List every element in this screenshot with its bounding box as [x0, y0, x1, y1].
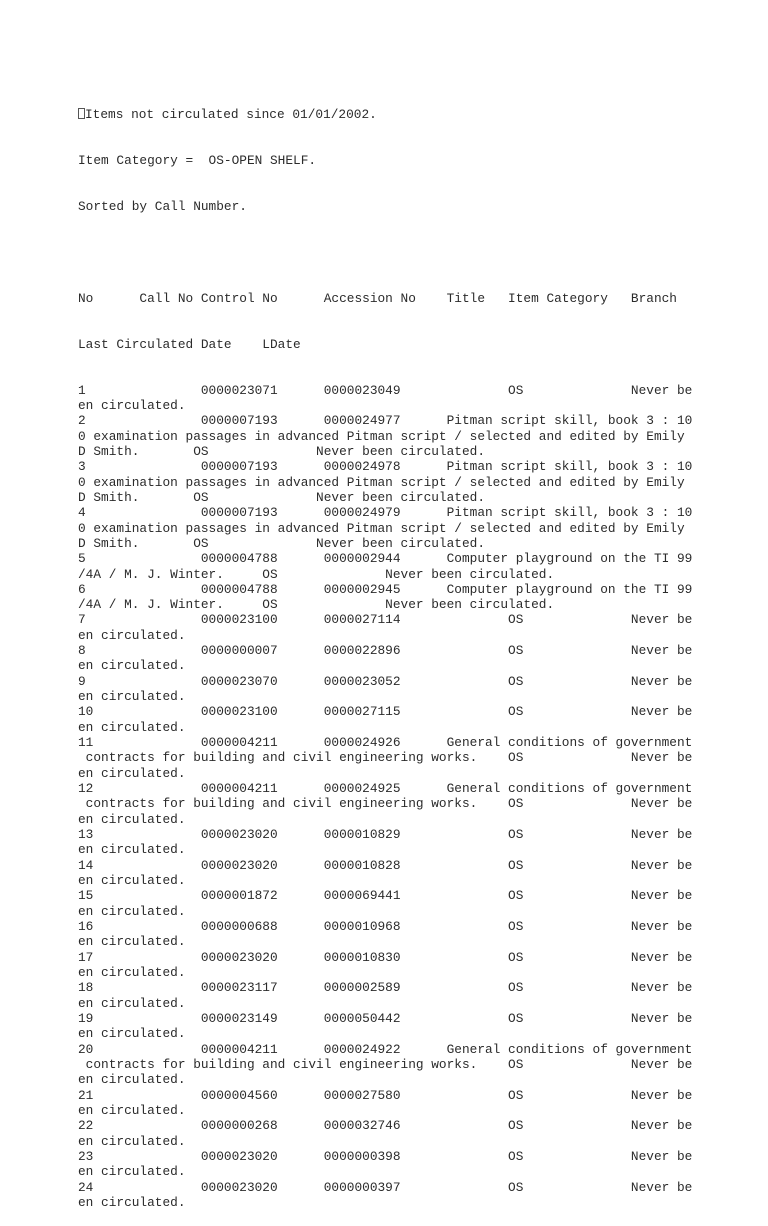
report-line: en circulated.	[78, 965, 186, 981]
report-line: 13 0000023020 0000010829 OS Never be	[78, 827, 693, 843]
report-line: en circulated.	[78, 658, 186, 674]
report-line: 16 0000000688 0000010968 OS Never be	[78, 919, 693, 935]
report-line: 22 0000000268 0000032746 OS Never be	[78, 1118, 693, 1134]
report-line: 3 0000007193 0000024978 Pitman script skill, book 3 : 10	[78, 459, 693, 475]
report-line: 0 examination passages in advanced Pitman script / selected and edited by Emily	[78, 520, 685, 536]
report-title-line	[78, 107, 758, 122]
report-line: 24 0000023020 0000000397 OS Never be	[78, 1179, 693, 1195]
report-rows	[78, 383, 758, 1211]
column-header-continued: Last Circulated Date LDate	[78, 336, 301, 352]
report-line: 11 0000004211 0000024926 General conditions of government	[78, 735, 693, 751]
report-line: en circulated.	[78, 719, 186, 735]
report-line: 6 0000004788 0000002945 Computer playground on the TI 99	[78, 581, 693, 597]
missing-glyph-icon	[78, 108, 85, 119]
report-line: en circulated.	[78, 1194, 186, 1210]
report-line: 23 0000023020 0000000398 OS Never be	[78, 1148, 693, 1164]
report-line: contracts for building and civil engineering works. OS Never be	[78, 796, 693, 812]
report-line: en circulated.	[78, 1072, 186, 1088]
report-line: en circulated.	[78, 903, 186, 919]
report-line: en circulated.	[78, 765, 186, 781]
report-line: en circulated.	[78, 1026, 186, 1042]
report-line: 21 0000004560 0000027580 OS Never be	[78, 1087, 693, 1103]
report-line: en circulated.	[78, 811, 186, 827]
report-line: 18 0000023117 0000002589 OS Never be	[78, 980, 693, 996]
report-sort: Sorted by Call Number.	[78, 198, 247, 214]
report-line: 7 0000023100 0000027114 OS Never be	[78, 612, 693, 628]
report-line: 17 0000023020 0000010830 OS Never be	[78, 949, 693, 965]
report-line: en circulated.	[78, 1133, 186, 1149]
report-line: 14 0000023020 0000010828 OS Never be	[78, 857, 693, 873]
report-line: 2 0000007193 0000024977 Pitman script skill, book 3 : 10	[78, 413, 693, 429]
report-line: 0 examination passages in advanced Pitman script / selected and edited by Emily	[78, 474, 685, 490]
report-line: 15 0000001872 0000069441 OS Never be	[78, 888, 693, 904]
report-line: contracts for building and civil engineering works. OS Never be	[78, 1057, 693, 1072]
report-line: contracts for building and civil engineering works. OS Never be	[78, 750, 693, 766]
report-line: D Smith. OS Never been circulated.	[78, 535, 486, 551]
report-line: en circulated.	[78, 1164, 186, 1180]
report-line: 5 0000004788 0000002944 Computer playground on the TI 99	[78, 551, 693, 567]
report-line: D Smith. OS Never been circulated.	[78, 489, 486, 505]
report-line: en circulated.	[78, 873, 186, 889]
report-line: en circulated.	[78, 397, 186, 413]
report-line: 9 0000023070 0000023052 OS Never be	[78, 673, 693, 689]
report-line: en circulated.	[78, 842, 186, 858]
report-line: 8 0000000007 0000022896 OS Never be	[78, 643, 693, 659]
report-line: /4A / M. J. Winter. OS Never been circulated.	[78, 566, 555, 582]
report-line: 12 0000004211 0000024925 General conditions of government	[78, 781, 693, 797]
blank-line	[78, 245, 758, 260]
report-line: en circulated.	[78, 1102, 186, 1118]
report-line: 0 examination passages in advanced Pitman script / selected and edited by Emily	[78, 428, 685, 444]
report-line: en circulated.	[78, 995, 186, 1011]
report-line: 4 0000007193 0000024979 Pitman script skill, book 3 : 10	[78, 505, 693, 521]
report-line: 10 0000023100 0000027115 OS Never be	[78, 704, 693, 720]
report-line: en circulated.	[78, 627, 186, 643]
report-line: en circulated.	[78, 934, 186, 950]
column-header: No Call No Control No Accession No Title Item Category Branch	[78, 290, 677, 306]
report-line: 19 0000023149 0000050442 OS Never be	[78, 1011, 693, 1027]
report-line: en circulated.	[78, 689, 186, 705]
report-line: 20 0000004211 0000024922 General conditions of government	[78, 1041, 693, 1057]
report-category: Item Category = OS-OPEN SHELF.	[78, 152, 317, 168]
report-line: /4A / M. J. Winter. OS Never been circulated.	[78, 597, 555, 613]
report-line: 1 0000023071 0000023049 OS Never be	[78, 382, 693, 398]
report-document	[78, 76, 758, 1226]
report-line: D Smith. OS Never been circulated.	[78, 443, 486, 459]
report-title: Items not circulated since 01/01/2002.	[85, 106, 377, 122]
